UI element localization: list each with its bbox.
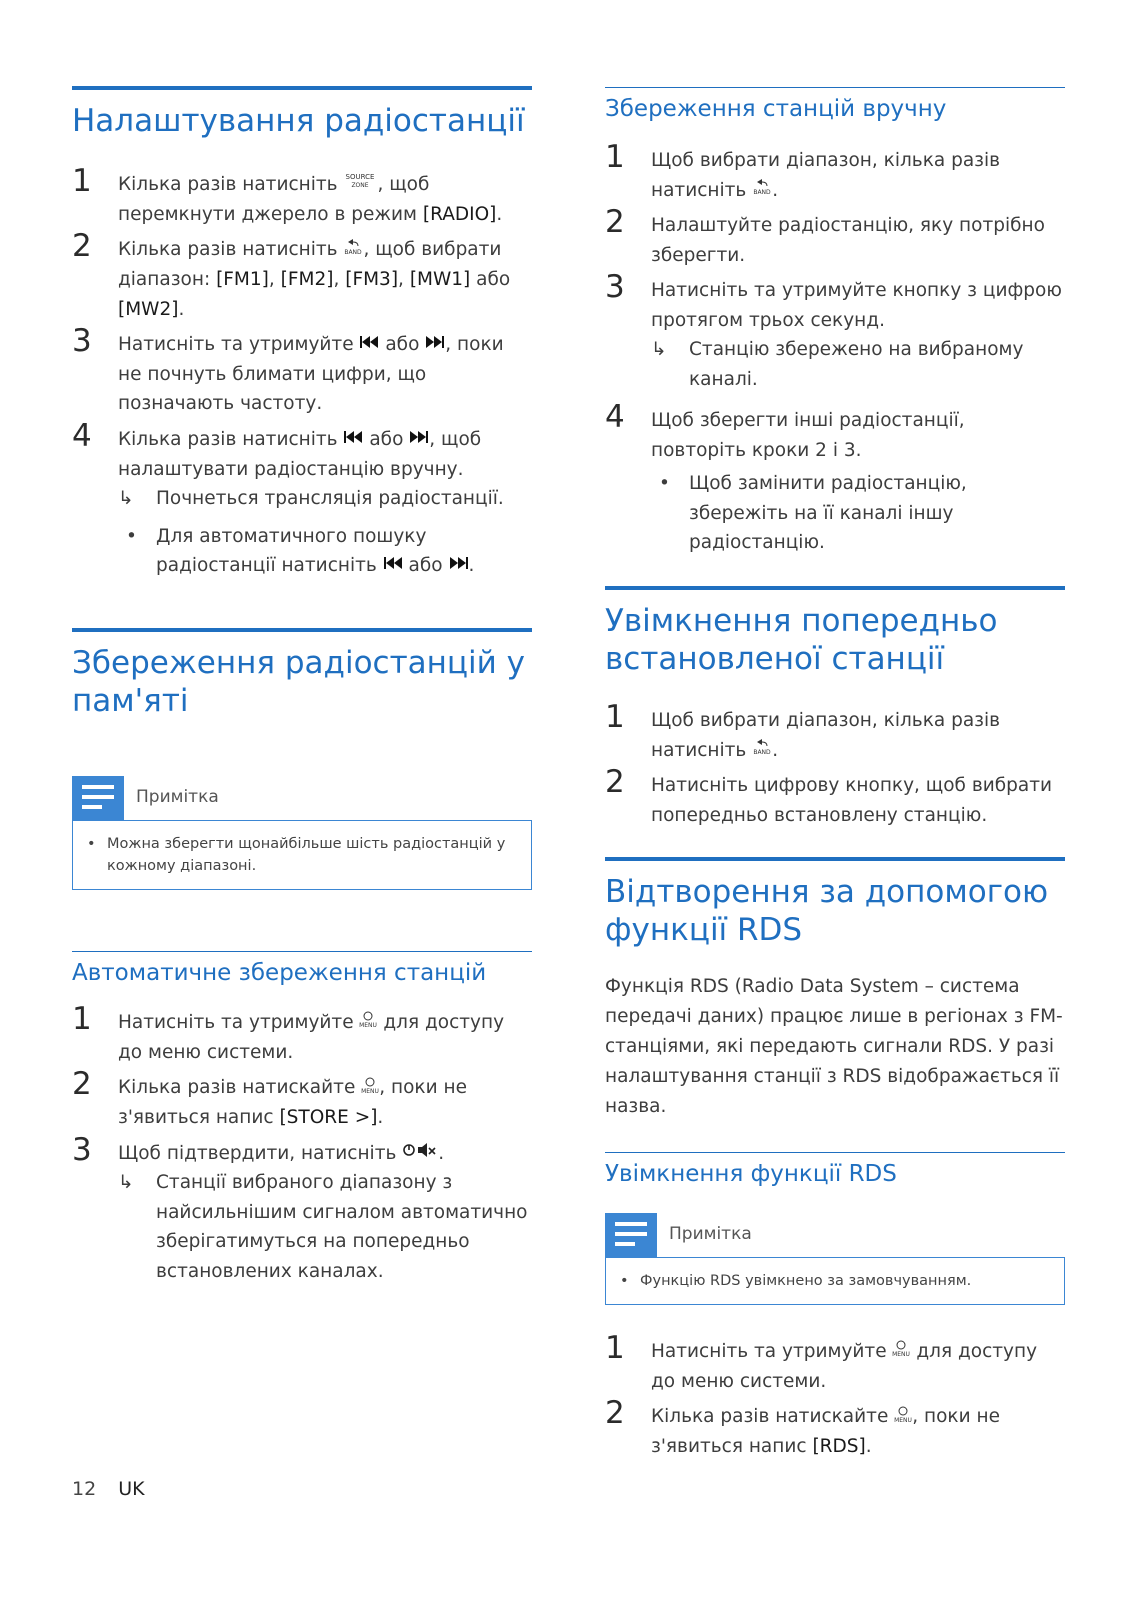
language-code: UK	[118, 1478, 145, 1500]
step-text: для доступу до меню системи.	[651, 1341, 1038, 1392]
manual-step-1	[605, 139, 1065, 205]
arrow-icon: ↳	[118, 488, 134, 509]
step-text: Кілька разів натисніть	[118, 174, 344, 195]
step-text: Щоб вибрати діапазон, кілька разів натисніть	[651, 710, 1001, 761]
mode-radio: [RADIO]	[422, 203, 497, 225]
preset-steps	[605, 699, 1065, 830]
tuning-step-4	[72, 417, 532, 581]
heading-tuning: Налаштування радіостанції	[72, 86, 532, 140]
step-text: Натисніть та утримуйте кнопку з цифрою протягом трьох секунд.	[651, 280, 1062, 331]
band-icon	[343, 236, 363, 266]
previous-icon	[383, 551, 403, 581]
note-title: Примітка	[136, 787, 219, 807]
heading-memory: Збереження радіостанцій у пам'яті	[72, 628, 532, 720]
preset-step-2	[605, 764, 1065, 830]
note-text: Можна зберегти щонайбільше шість радіостанцій у кожному діапазоні.	[107, 836, 506, 874]
step-text: Щоб підтвердити, натисніть	[118, 1142, 403, 1164]
step-text: або	[470, 269, 511, 290]
step-number: 1	[605, 699, 625, 735]
source-zone-icon	[343, 170, 377, 200]
play-mute-icon	[402, 1139, 438, 1169]
next-icon	[425, 330, 445, 360]
note-body	[605, 1257, 1065, 1305]
heading-rds-on: Увімкнення функції RDS	[605, 1152, 1065, 1189]
step-text: Щоб зберегти інші радіостанції, повторіть кроки 2 і 3.	[651, 410, 965, 461]
source-zone-icon-top: SOURCE	[345, 173, 375, 182]
manual-step-2	[605, 204, 1065, 270]
note-body	[72, 820, 532, 890]
manual-steps	[605, 139, 1065, 558]
result-line	[118, 484, 532, 514]
bullet-text: Щоб замінити радіостанцію, збережіть на її каналі іншу радіостанцію.	[689, 473, 967, 554]
step-number: 2	[605, 764, 625, 801]
step-number: 2	[72, 1066, 92, 1103]
menu-icon-label: MENU	[361, 1087, 380, 1094]
step-number: 4	[72, 417, 92, 454]
auto-steps	[72, 1001, 532, 1286]
step-text: Натисніть цифрову кнопку, щоб вибрати попередньо встановлену станцію.	[651, 775, 1053, 826]
step-text: , поки не почнуть блимати цифри, що позначають частоту.	[118, 334, 504, 415]
arrow-icon: ↳	[118, 1172, 134, 1194]
heading-manual-store: Збереження станцій вручну	[605, 87, 1065, 124]
rds-steps	[605, 1330, 1065, 1462]
step-text: або	[363, 428, 410, 450]
bullet-icon: •	[659, 473, 670, 495]
separator: ,	[333, 269, 346, 290]
tuning-step-3	[72, 323, 532, 419]
step-text: , щоб налаштувати радіостанцію вручну.	[118, 428, 482, 480]
band-fm1: [FM1]	[216, 269, 269, 290]
note-text: Функцію RDS увімкнено за замовчуванням.	[640, 1273, 972, 1289]
auto-step-3	[72, 1131, 532, 1287]
note-box	[72, 776, 532, 890]
menu-icon	[892, 1337, 910, 1367]
tuning-steps	[72, 163, 532, 581]
note-header	[72, 776, 532, 820]
band-icon	[752, 176, 772, 206]
result-line	[118, 1168, 532, 1286]
note-icon	[605, 1213, 657, 1257]
step-number: 2	[72, 228, 92, 265]
menu-icon-label: MENU	[359, 1022, 378, 1029]
step-text: .	[178, 298, 185, 320]
band-mw1: [MW1]	[409, 269, 471, 290]
heading-preset: Увімкнення попередньо встановленої станції	[605, 586, 1065, 678]
menu-icon	[894, 1403, 912, 1433]
step-text: .	[377, 1107, 384, 1128]
menu-icon	[359, 1008, 377, 1038]
band-icon-label: BAND	[344, 248, 363, 256]
result-line	[651, 335, 1065, 394]
note-icon	[72, 776, 124, 820]
step-number: 3	[605, 269, 625, 306]
page-footer	[72, 1478, 145, 1500]
step-text: , поки не з'явиться напис	[651, 1406, 1000, 1457]
step-text: .	[772, 739, 779, 761]
manual-step-4	[605, 399, 1065, 558]
step-number: 2	[605, 1395, 625, 1432]
bullet-icon: •	[620, 1273, 629, 1289]
step-text: Кілька разів натисніть	[118, 428, 344, 450]
step-text: , щоб вибрати діапазон:	[118, 239, 502, 290]
bullet-icon: •	[87, 836, 96, 852]
step-number: 3	[72, 323, 92, 359]
step-number: 1	[72, 163, 92, 199]
next-icon	[409, 425, 429, 455]
previous-icon	[343, 425, 363, 455]
menu-icon-label: MENU	[894, 1416, 913, 1423]
rds-note-box	[605, 1213, 1065, 1305]
step-text: .	[496, 203, 503, 225]
bullet-text: або	[402, 555, 449, 576]
source-zone-icon-bottom: ZONE	[351, 182, 369, 190]
separator: ,	[268, 269, 281, 290]
step-number: 2	[605, 204, 625, 241]
rds-description: Функція RDS (Radio Data System – система передачі даних) працює лише в регіонах з FM-станціями, які передають сигнали RDS. У разі налаштування станції з RDS відображається її назва.	[605, 976, 1063, 1117]
step-text: Кілька разів натискайте	[118, 1077, 362, 1099]
auto-step-1	[72, 1001, 532, 1067]
band-fm3: [FM3]	[345, 269, 399, 290]
rds-step-1	[605, 1330, 1065, 1396]
menu-icon-label: MENU	[892, 1351, 911, 1358]
heading-auto-store: Автоматичне збереження станцій	[72, 951, 532, 988]
step-text: , поки не з'явиться напис	[118, 1077, 467, 1128]
result-text: Почнеться трансляція радіостанції.	[156, 488, 504, 509]
step-number: 3	[72, 1131, 92, 1168]
step-text: , щоб перемкнути джерело в режим	[118, 174, 430, 225]
tuning-step-2	[72, 228, 532, 324]
step-text: Натисніть та утримуйте	[651, 1341, 893, 1362]
band-icon	[752, 736, 772, 766]
tuning-step-1	[72, 163, 532, 229]
bullet-text: Для автоматичного пошуку радіостанції натисніть	[156, 525, 427, 576]
bullet-text: .	[468, 555, 475, 576]
band-mw2: [MW2]	[118, 298, 179, 320]
step-text: .	[865, 1436, 872, 1457]
step-number: 1	[605, 1330, 625, 1366]
next-icon	[449, 551, 469, 581]
bullet-line	[118, 522, 532, 581]
band-fm2: [FM2]	[280, 269, 334, 290]
step-number: 4	[605, 399, 625, 436]
step-text: Натисніть та утримуйте	[118, 334, 360, 355]
page-number: 12	[72, 1478, 97, 1500]
step-number: 1	[72, 1001, 92, 1037]
auto-step-2	[72, 1066, 532, 1132]
manual-step-3	[605, 269, 1065, 394]
step-text: .	[438, 1142, 445, 1164]
band-icon-label: BAND	[753, 188, 771, 196]
result-text: Станції вибраного діапазону з найсильнішим сигналом автоматично зберігатимуться на попередньо встановлених каналах.	[156, 1172, 528, 1282]
step-text: Налаштуйте радіостанцію, яку потрібно зберегти.	[651, 215, 1045, 266]
bullet-icon: •	[126, 525, 137, 547]
band-icon-label: BAND	[753, 748, 771, 756]
heading-rds: Відтворення за допомогою функції RDS	[605, 857, 1065, 949]
step-text: Натисніть та утримуйте	[118, 1012, 360, 1033]
step-text: Кілька разів натисніть	[118, 239, 344, 261]
separator: ,	[398, 269, 410, 290]
note-header	[605, 1213, 1065, 1257]
step-number: 1	[605, 139, 625, 175]
bullet-line	[651, 469, 1065, 558]
mode-store: [STORE >]	[279, 1107, 378, 1128]
note-title: Примітка	[669, 1224, 752, 1244]
step-text: .	[772, 179, 779, 201]
rds-step-2	[605, 1395, 1065, 1461]
step-text: для доступу до меню системи.	[118, 1012, 505, 1063]
step-text: Кілька разів натискайте	[651, 1406, 895, 1428]
arrow-icon: ↳	[651, 339, 667, 361]
step-text: Щоб вибрати діапазон, кілька разів натисніть	[651, 150, 1001, 201]
preset-step-1	[605, 699, 1065, 765]
previous-icon	[359, 330, 379, 360]
step-text: або	[379, 334, 426, 355]
mode-rds: [RDS]	[812, 1436, 866, 1457]
menu-icon	[361, 1074, 379, 1104]
result-text: Станцію збережено на вибраному каналі.	[689, 339, 1024, 390]
